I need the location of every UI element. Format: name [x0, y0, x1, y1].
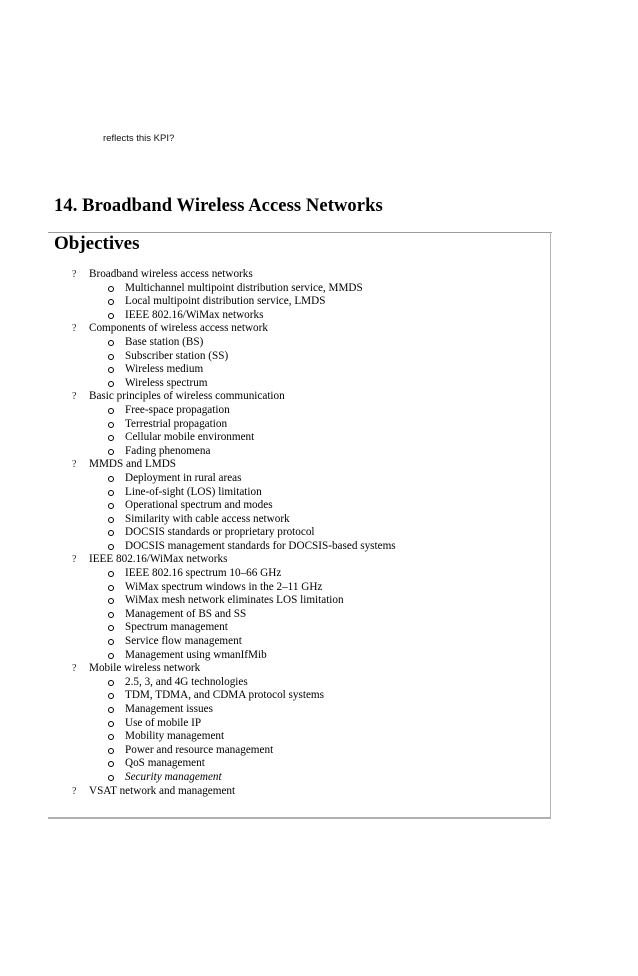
topic-label: Broadband wireless access networks [89, 268, 253, 280]
topic-bullet-icon: ? [72, 391, 77, 403]
subtopic-label: TDM, TDMA, and CDMA protocol systems [125, 689, 324, 702]
subtopic-item [108, 649, 396, 663]
subtopic-label: Deployment in rural areas [125, 471, 242, 484]
circle-bullet-icon [108, 517, 114, 523]
circle-bullet-icon [108, 707, 114, 713]
topic-item [72, 322, 396, 390]
subtopic-label: Wireless spectrum [125, 376, 208, 389]
subtopic-label: 2.5, 3, and 4G technologies [125, 675, 248, 688]
carryover-text: reflects this KPI? [103, 133, 175, 144]
subtopic-label: Fading phenomena [125, 444, 211, 457]
topic-item [72, 390, 396, 458]
topic-item [72, 268, 396, 322]
subtopic-label: Base station (BS) [125, 335, 204, 348]
circle-bullet-icon [108, 476, 114, 482]
subtopic-label: Operational spectrum and modes [125, 499, 273, 512]
circle-bullet-icon [108, 381, 114, 387]
subtopic-item [108, 404, 396, 418]
topic-label: Mobile wireless network [89, 662, 201, 675]
circle-bullet-icon [108, 612, 114, 618]
subtopic-label: Management of BS and SS [125, 607, 247, 620]
subtopic-list [89, 336, 396, 390]
subtopic-item [108, 513, 396, 527]
circle-bullet-icon [108, 313, 114, 319]
objectives-title: Objectives [54, 233, 140, 254]
subtopic-label: QoS management [125, 757, 205, 770]
subtopic-item [108, 689, 396, 703]
subtopic-label: Spectrum management [125, 621, 228, 634]
subtopic-item [108, 377, 396, 391]
topic-bullet-icon: ? [72, 459, 77, 471]
subtopic-item [108, 526, 396, 540]
subtopic-label: Free-space propagation [125, 403, 230, 416]
subtopic-list [89, 472, 396, 554]
subtopic-item [108, 771, 396, 785]
subtopic-label: Mobility management [125, 730, 225, 743]
subtopic-list [89, 282, 396, 323]
objectives-list [72, 268, 396, 798]
subtopic-list [89, 676, 396, 785]
subtopic-item [108, 350, 396, 364]
topic-bullet-icon: ? [72, 663, 77, 675]
topic-label: Components of wireless access network [89, 322, 268, 335]
topic-label: IEEE 802.16/WiMax networks [89, 553, 228, 566]
circle-bullet-icon [108, 490, 114, 496]
subtopic-item [108, 336, 396, 350]
subtopic-label: DOCSIS management standards for DOCSIS-based systems [125, 539, 396, 552]
subtopic-label: WiMax spectrum windows in the 2–11 GHz [125, 580, 323, 593]
subtopic-label: IEEE 802.16/WiMax networks [125, 308, 264, 321]
subtopic-label: Management using wmanIfMib [125, 648, 267, 661]
subtopic-item [108, 363, 396, 377]
subtopic-label: Power and resource management [125, 743, 274, 756]
topic-bullet-icon: ? [72, 269, 77, 280]
subtopic-item [108, 703, 396, 717]
subtopic-label: Terrestrial propagation [125, 417, 228, 430]
topic-bullet-icon: ? [72, 785, 77, 797]
circle-bullet-icon [108, 286, 114, 292]
subtopic-item [108, 282, 396, 296]
subtopic-list [89, 567, 396, 662]
circle-bullet-icon [108, 775, 114, 781]
subtopic-item [108, 499, 396, 513]
subtopic-label: Line-of-sight (LOS) limitation [125, 485, 262, 498]
circle-bullet-icon [108, 544, 114, 550]
subtopic-label: Management issues [125, 703, 213, 715]
topic-item [72, 458, 396, 553]
circle-bullet-icon [108, 367, 114, 373]
circle-bullet-icon [108, 585, 114, 591]
subtopic-item [108, 295, 396, 309]
subtopic-item [108, 486, 396, 500]
subtopic-label: Local multipoint distribution service, LMDS [125, 295, 326, 308]
topic-label: Basic principles of wireless communication [89, 390, 285, 403]
circle-bullet-icon [108, 653, 114, 659]
circle-bullet-icon [108, 422, 114, 428]
subtopic-item [108, 621, 396, 635]
subtopic-item [108, 567, 396, 581]
circle-bullet-icon [108, 354, 114, 360]
circle-bullet-icon [108, 598, 114, 604]
topic-bullet-icon: ? [72, 554, 77, 566]
subtopic-item [108, 757, 396, 771]
subtopic-label: Multichannel multipoint distribution service, MMDS [125, 281, 363, 294]
subtopic-label: Wireless medium [125, 363, 204, 376]
circle-bullet-icon [108, 721, 114, 727]
subtopic-label: IEEE 802.16 spectrum 10–66 GHz [125, 567, 282, 580]
subtopic-item [108, 431, 396, 445]
subtopic-item [108, 635, 396, 649]
chapter-title: 14. Broadband Wireless Access Networks [54, 196, 383, 216]
circle-bullet-icon [108, 299, 114, 305]
circle-bullet-icon [108, 449, 114, 455]
circle-bullet-icon [108, 340, 114, 346]
subtopic-label: Similarity with cable access network [125, 512, 290, 525]
circle-bullet-icon [108, 748, 114, 754]
subtopic-item [108, 744, 396, 758]
subtopic-label: Service flow management [125, 635, 242, 648]
subtopic-item [108, 594, 396, 608]
circle-bullet-icon [108, 503, 114, 509]
circle-bullet-icon [108, 761, 114, 767]
subtopic-item [108, 608, 396, 622]
topic-item [72, 553, 396, 662]
subtopic-item [108, 445, 396, 459]
subtopic-label: Use of mobile IP [125, 716, 202, 729]
topic-label: MMDS and LMDS [89, 458, 177, 471]
subtopic-item [108, 418, 396, 432]
subtopic-label: DOCSIS standards or proprietary protocol [125, 526, 315, 539]
subtopic-label: Subscriber station (SS) [125, 349, 229, 362]
subtopic-item [108, 730, 396, 744]
subtopic-label: Security management [125, 770, 222, 783]
topic-bullet-icon: ? [72, 323, 77, 335]
topic-item [72, 785, 396, 799]
circle-bullet-icon [108, 408, 114, 414]
subtopic-label: Cellular mobile environment [125, 431, 255, 444]
subtopic-item [108, 309, 396, 323]
subtopic-item [108, 472, 396, 486]
subtopic-item [108, 581, 396, 595]
topic-label: VSAT network and management [89, 784, 236, 797]
subtopic-item [108, 676, 396, 690]
circle-bullet-icon [108, 693, 114, 699]
subtopic-list [89, 404, 396, 458]
subtopic-item [108, 540, 396, 554]
circle-bullet-icon [108, 639, 114, 645]
circle-bullet-icon [108, 530, 114, 536]
topic-item [72, 662, 396, 784]
subtopic-item [108, 717, 396, 731]
circle-bullet-icon [108, 680, 114, 686]
circle-bullet-icon [108, 625, 114, 631]
subtopic-label: WiMax mesh network eliminates LOS limitation [125, 594, 344, 607]
circle-bullet-icon [108, 734, 114, 740]
circle-bullet-icon [108, 435, 114, 441]
circle-bullet-icon [108, 571, 114, 577]
